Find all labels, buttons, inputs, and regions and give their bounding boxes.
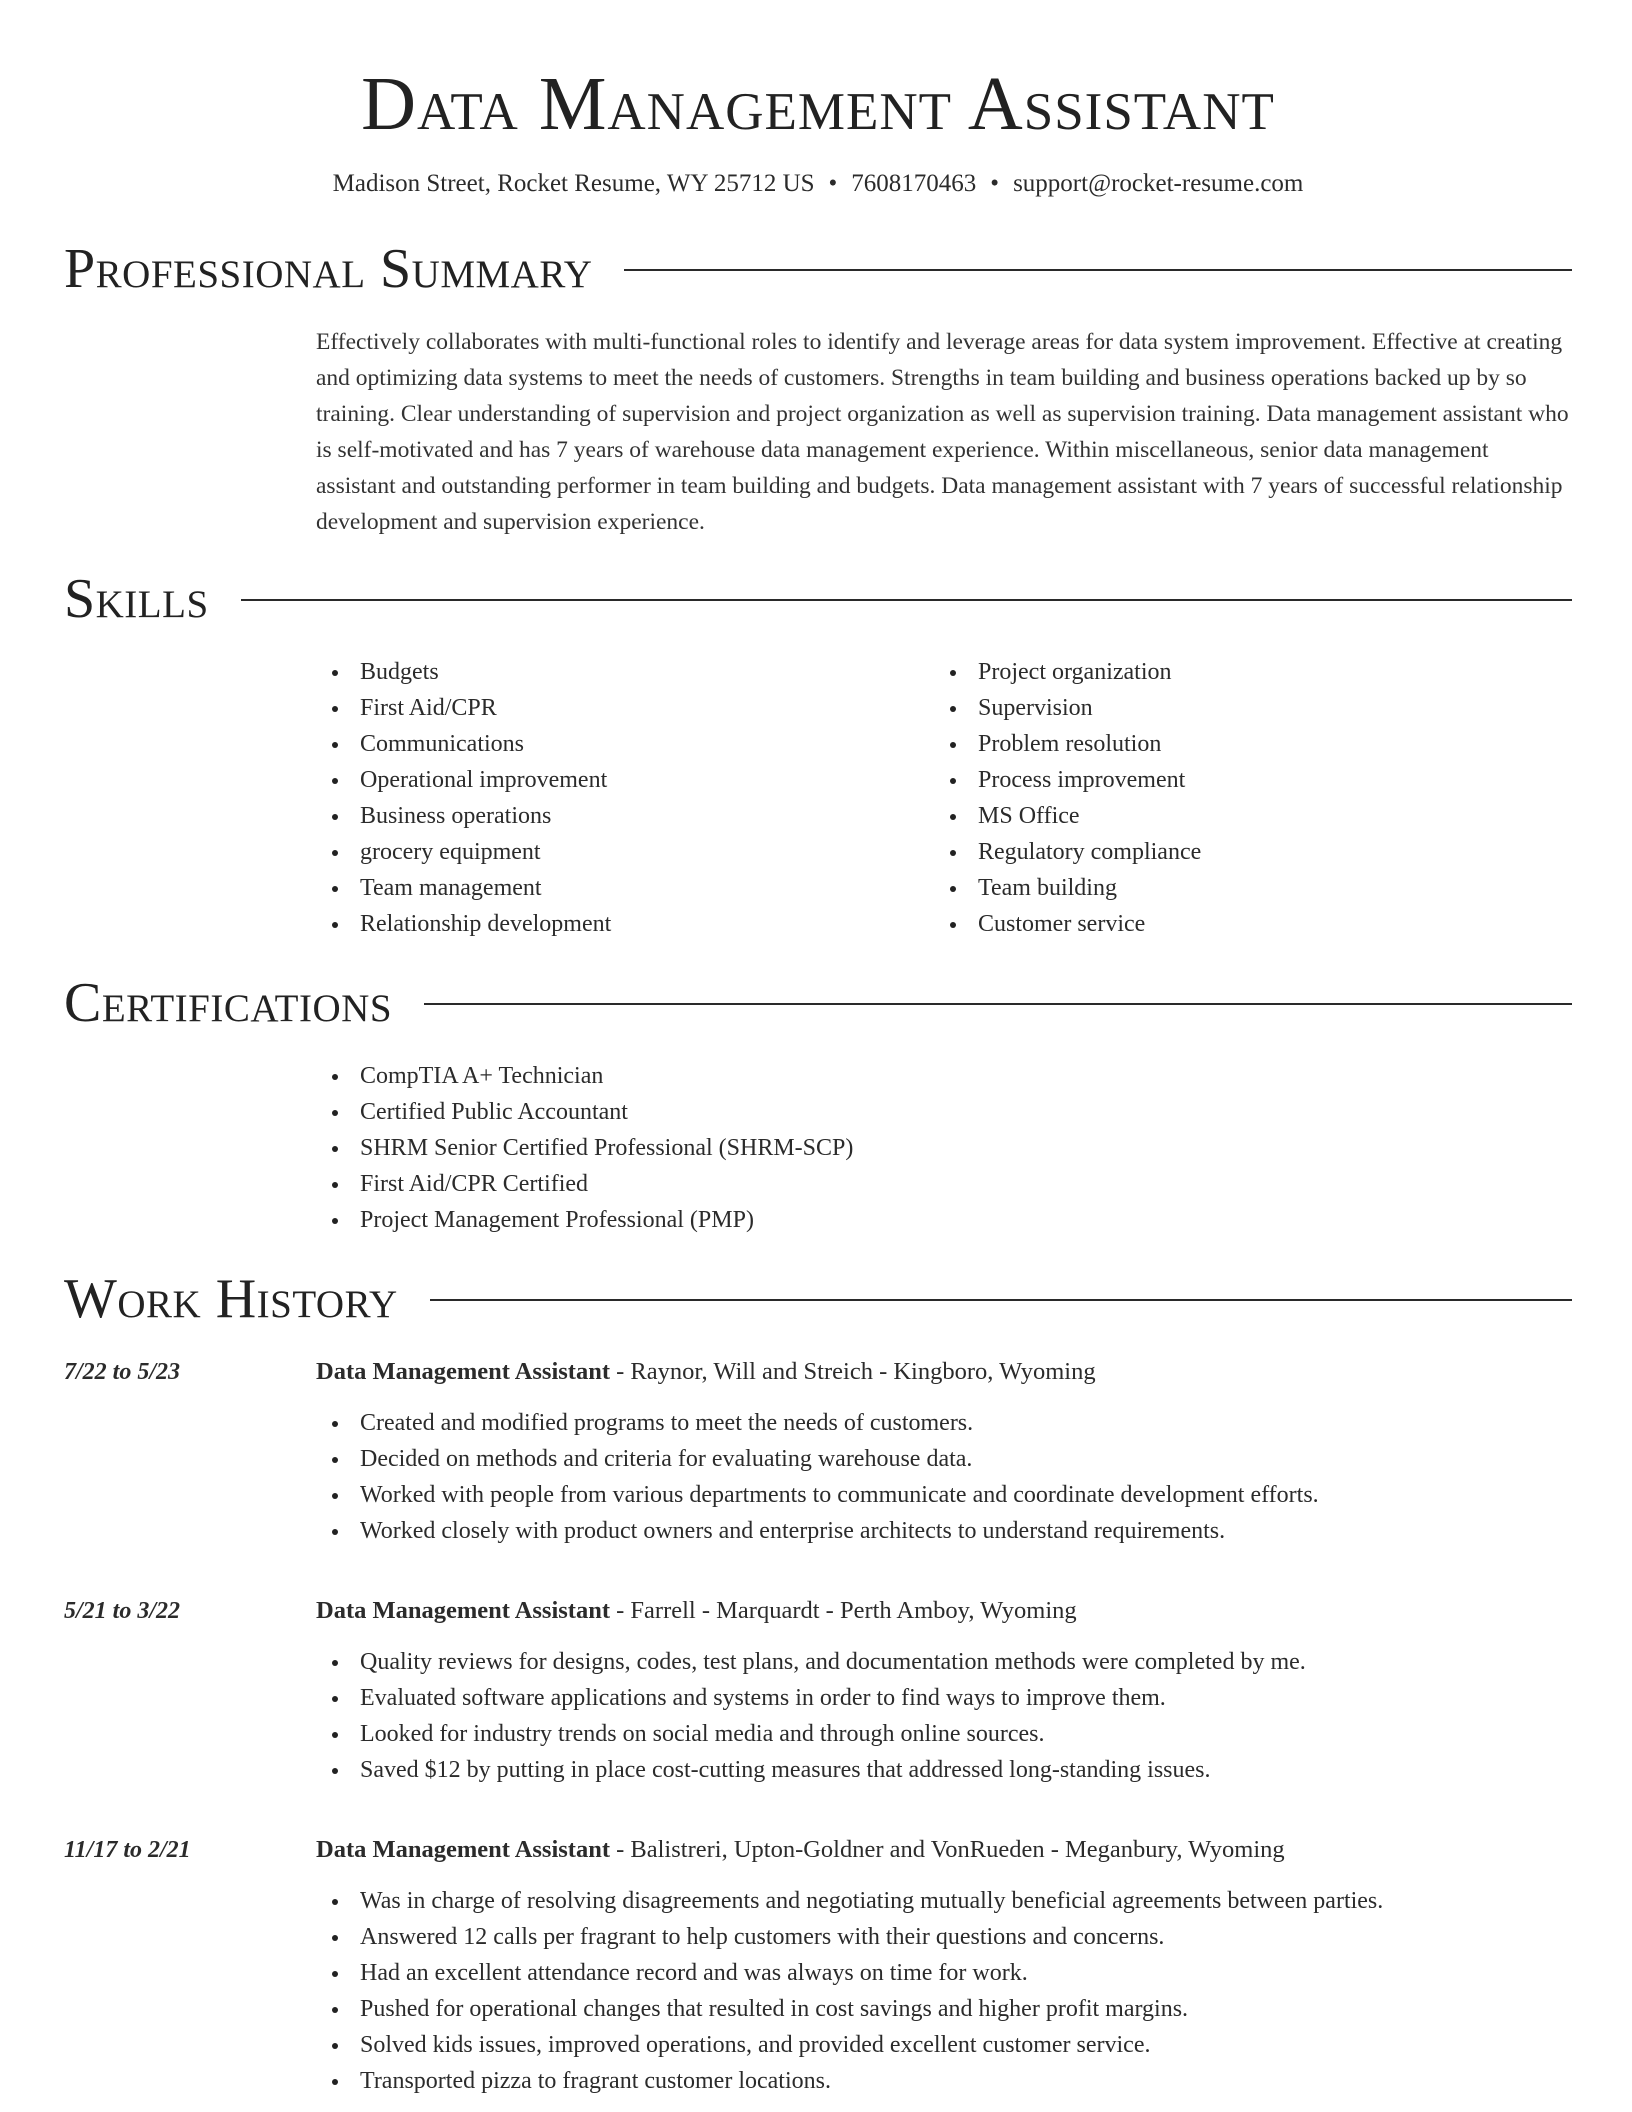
resume-name: Data Management Assistant — [361, 62, 1275, 146]
job-bullet: Was in charge of resolving disagreements and negotiating mutually beneficial agreements between parties. — [316, 1883, 1572, 1919]
skill-item: Business operations — [316, 798, 934, 834]
summary-heading: Professional Summary — [64, 238, 593, 300]
job-dates: 7/22 to 5/23 — [64, 1359, 181, 1385]
job-body — [316, 1832, 1572, 2099]
certification-item: CompTIA A+ Technician — [316, 1058, 1572, 1094]
certification-item: First Aid/CPR Certified — [316, 1166, 1572, 1202]
certifications-heading: Certifications — [64, 972, 393, 1034]
section-heading-summary — [64, 238, 1572, 300]
certification-item: SHRM Senior Certified Professional (SHRM-SCP) — [316, 1130, 1572, 1166]
skill-item: Team management — [316, 870, 934, 906]
job-bullets — [316, 1405, 1572, 1549]
skill-item: Operational improvement — [316, 762, 934, 798]
contact-address: Madison Street, Rocket Resume, WY 25712 US — [332, 170, 815, 197]
job-bullet: Saved $12 by putting in place cost-cutting measures that addressed long-standing issues. — [316, 1752, 1572, 1788]
skill-item: Project organization — [934, 654, 1552, 690]
job-company: - Balistreri, Upton-Goldner and VonRueden - Meganbury, Wyoming — [610, 1836, 1285, 1863]
job-dates: 5/21 to 3/22 — [64, 1598, 181, 1624]
section-divider — [424, 1003, 1572, 1005]
contact-separator: • — [990, 170, 1000, 197]
job-bullet: Quality reviews for designs, codes, test plans, and documentation methods were completed by me. — [316, 1644, 1572, 1680]
job-bullet: Decided on methods and criteria for evaluating warehouse data. — [316, 1441, 1572, 1477]
job-bullet: Created and modified programs to meet the needs of customers. — [316, 1405, 1572, 1441]
summary-text: Effectively collaborates with multi-functional roles to identify and leverage areas for data system improvement. Effective at creating and optimizing data systems to meet the needs of customers. Strengths in team building and business operations backed up by so training. Clear understanding of supervision and project organization as well as supervision training. Data management assistant who is self-motivated and has 7 years of warehouse data management experience. Within miscellaneous, senior data management assistant and outstanding performer in team building and budgets. Data management assistant with 7 years of successful relationship development and supervision experience. — [316, 329, 1569, 535]
job-dates: 11/17 to 2/21 — [64, 1837, 191, 1863]
skill-item: Problem resolution — [934, 726, 1552, 762]
certification-item: Certified Public Accountant — [316, 1094, 1572, 1130]
job-bullet: Had an excellent attendance record and was always on time for work. — [316, 1955, 1572, 1991]
job-bullets — [316, 1883, 1572, 2099]
skill-item: Relationship development — [316, 906, 934, 942]
skill-item: Customer service — [934, 906, 1552, 942]
section-heading-skills — [64, 568, 1572, 630]
skill-item: Communications — [316, 726, 934, 762]
job-bullet: Evaluated software applications and systems in order to find ways to improve them. — [316, 1680, 1572, 1716]
skills-list-right — [934, 654, 1552, 942]
job-bullet: Answered 12 calls per fragrant to help customers with their questions and concerns. — [316, 1919, 1572, 1955]
skill-item: MS Office — [934, 798, 1552, 834]
skill-item: Budgets — [316, 654, 934, 690]
job-title: Data Management Assistant — [316, 1836, 610, 1863]
job-bullet: Pushed for operational changes that resulted in cost savings and higher profit margins. — [316, 1991, 1572, 2027]
skill-item: Team building — [934, 870, 1552, 906]
section-divider — [624, 269, 1572, 271]
job-title-line — [316, 1832, 1572, 1868]
skills-list-left — [316, 654, 934, 942]
skill-item: Supervision — [934, 690, 1552, 726]
job-title-line — [316, 1354, 1572, 1390]
job-company: - Farrell - Marquardt - Perth Amboy, Wyoming — [610, 1597, 1077, 1624]
job-entry — [64, 1593, 1572, 1788]
skill-item: Process improvement — [934, 762, 1552, 798]
skill-item: Regulatory compliance — [934, 834, 1552, 870]
job-title: Data Management Assistant — [316, 1597, 610, 1624]
job-entry — [64, 1832, 1572, 2099]
section-heading-work-history — [64, 1268, 1572, 1330]
job-title: Data Management Assistant — [316, 1358, 610, 1385]
skill-item: grocery equipment — [316, 834, 934, 870]
work-history-heading: Work History — [64, 1268, 398, 1330]
job-title-line — [316, 1593, 1572, 1629]
section-divider — [430, 1299, 1572, 1301]
job-bullets — [316, 1644, 1572, 1788]
contact-email[interactable]: support@rocket-resume.com — [1013, 170, 1304, 197]
skill-item: First Aid/CPR — [316, 690, 934, 726]
skills-heading: Skills — [64, 568, 209, 630]
contact-phone: 7608170463 — [851, 170, 977, 197]
job-body — [316, 1593, 1572, 1788]
job-bullet: Transported pizza to fragrant customer locations. — [316, 2063, 1572, 2099]
job-bullet: Looked for industry trends on social media and through online sources. — [316, 1716, 1572, 1752]
contact-line — [64, 168, 1572, 200]
resume-page — [64, 0, 1572, 2112]
skills-columns — [316, 654, 1572, 942]
section-heading-certifications — [64, 972, 1572, 1034]
job-bullet: Worked closely with product owners and enterprise architects to understand requirements. — [316, 1513, 1572, 1549]
job-bullet: Solved kids issues, improved operations, and provided excellent customer service. — [316, 2027, 1572, 2063]
certification-item: Project Management Professional (PMP) — [316, 1202, 1572, 1238]
job-bullet: Worked with people from various departments to communicate and coordinate development efforts. — [316, 1477, 1572, 1513]
job-company: - Raynor, Will and Streich - Kingboro, Wyoming — [610, 1358, 1096, 1385]
section-divider — [241, 599, 1572, 601]
job-body — [316, 1354, 1572, 1549]
job-entry — [64, 1354, 1572, 1549]
certifications-list — [316, 1058, 1572, 1238]
contact-separator: • — [828, 170, 838, 197]
